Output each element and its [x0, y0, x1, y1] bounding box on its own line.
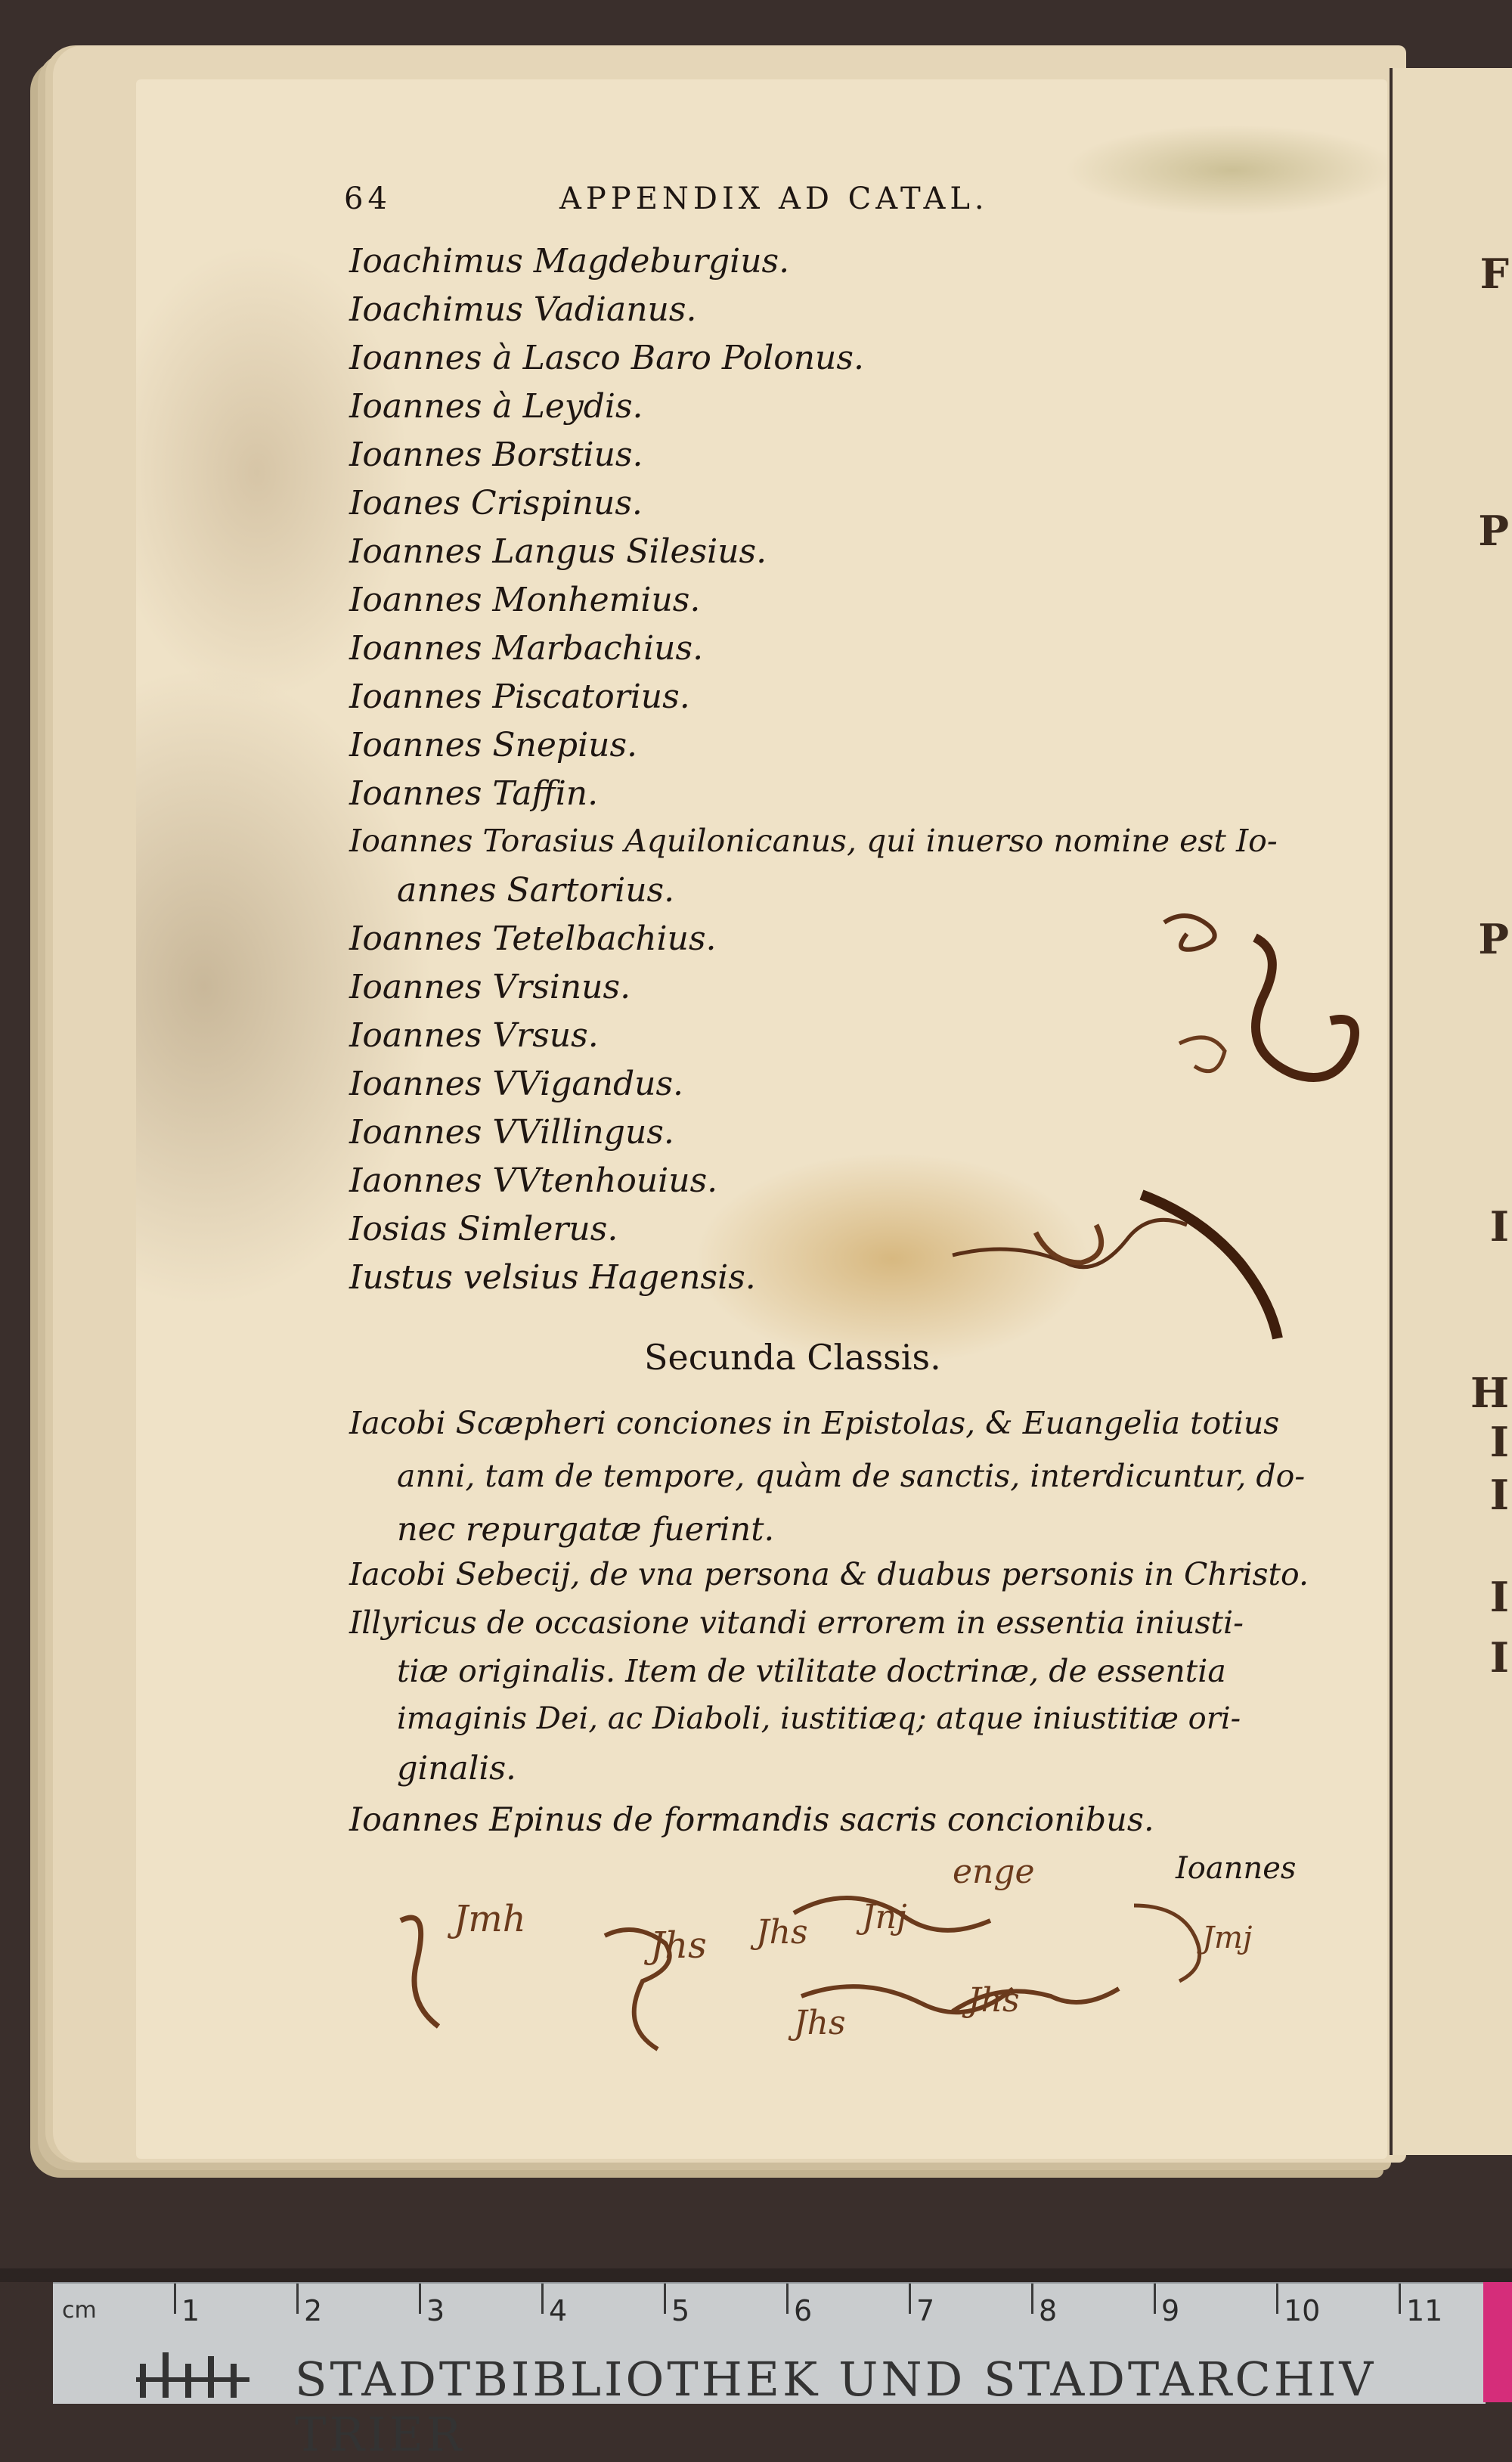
facing-page-letter: H	[1470, 1369, 1509, 1417]
catalog-entry: Ioannes Monhemius.	[349, 581, 701, 619]
catalog-entry: Ioannes Piscatorius.	[349, 678, 690, 716]
marginalia-word: Jhs	[650, 1924, 707, 1967]
catalog-entry: Ioannes à Leydis.	[349, 387, 643, 426]
facing-page-letter: I	[1489, 1418, 1509, 1466]
catalog-entry: Ioannes Langus Silesius.	[349, 532, 767, 571]
scale-ruler	[53, 2282, 1486, 2462]
marginalia-word: Jnj	[862, 1898, 907, 1936]
ruler-tick-label: 3	[426, 2294, 445, 2327]
facing-page-edge	[1390, 68, 1512, 2155]
section-entry-continued: anni, tam de tempore, quàm de sanctis, interdicuntur, do-	[397, 1458, 1306, 1494]
facing-page-letter: P	[1478, 915, 1509, 963]
ruler-tick-label: 5	[671, 2294, 690, 2327]
catalog-entry: Ioannes Torasius Aquilonicanus, qui inuerso nomine est Io-	[349, 823, 1278, 859]
catalog-entry: Ioannes Taffin.	[349, 774, 599, 813]
ruler-tick	[541, 2284, 544, 2314]
ruler-tick	[1276, 2284, 1278, 2314]
ruler-tick	[1399, 2284, 1401, 2314]
ruler-tick-label: 9	[1161, 2294, 1180, 2327]
catchword: Ioannes	[1176, 1851, 1297, 1886]
handwritten-flourish	[945, 1180, 1293, 1346]
ruler-tick-label: 4	[549, 2294, 568, 2327]
ruler-tick-label: 11	[1406, 2294, 1443, 2327]
ruler-tick-label: 10	[1284, 2294, 1321, 2327]
ruler-tick	[174, 2284, 176, 2314]
ruler-tick	[419, 2284, 421, 2314]
section-entry-continued: imaginis Dei, ac Diaboli, iustitiæq; atque iniustitiæ ori-	[397, 1701, 1241, 1736]
catalog-entry: Ioachimus Magdeburgius.	[349, 242, 790, 281]
facing-page-letter: P	[1478, 507, 1509, 555]
catalog-entry: Ioannes à Lasco Baro Polonus.	[349, 339, 864, 377]
ruler-tick	[296, 2284, 299, 2314]
scan-background-strip	[0, 2268, 1512, 2282]
marginalia-word: Jhs	[794, 2004, 846, 2042]
catalog-entry-continued: annes Sartorius.	[397, 871, 675, 910]
institution-name: STADTBIBLIOTHEK UND STADTARCHIV TRIER	[295, 2352, 1377, 2462]
facing-page-letter: F	[1479, 250, 1509, 298]
facing-page-letter: I	[1489, 1471, 1509, 1519]
ruler-tick	[909, 2284, 911, 2314]
section-heading: Secunda Classis.	[644, 1337, 941, 1378]
facing-page-letter: I	[1489, 1202, 1509, 1251]
catalog-entry: Ioachimus Vadianus.	[349, 290, 697, 329]
ruler-tick-label: 6	[794, 2294, 813, 2327]
marginalia-word: Jmh	[454, 1898, 526, 1940]
facing-page-letter: I	[1489, 1573, 1509, 1621]
catalog-entry: Ioanes Crispinus.	[349, 484, 643, 522]
marginalia-word: Jhs	[968, 1981, 1020, 2020]
section-entry: Ioannes Epinus de formandis sacris concionibus.	[349, 1801, 1154, 1839]
marginalia-word: Jmj	[1202, 1921, 1253, 1955]
marginalia-word: enge	[953, 1853, 1035, 1891]
catalog-entry: Ioannes VVigandus.	[349, 1065, 684, 1103]
catalog-entry: Ioannes Tetelbachius.	[349, 919, 717, 958]
section-entry-continued: ginalis.	[397, 1750, 516, 1788]
catalog-entry: Iosias Simlerus.	[349, 1210, 618, 1248]
ruler-tick	[1031, 2284, 1033, 2314]
catalog-entry: Ioannes Snepius.	[349, 726, 638, 764]
ruler-unit: cm	[62, 2297, 97, 2324]
ruler-tick-label: 7	[916, 2294, 935, 2327]
color-target-strip	[1483, 2282, 1512, 2402]
catalog-entry: Ioannes VVillingus.	[349, 1113, 674, 1152]
catalog-entry: Iaonnes VVtenhouius.	[349, 1161, 718, 1200]
running-head: APPENDIX AD CATAL.	[559, 181, 989, 216]
handwritten-flourish	[1134, 900, 1376, 1149]
ruler-tick	[786, 2284, 789, 2314]
catalog-entry: Ioannes Vrsinus.	[349, 968, 631, 1006]
section-entry: Iacobi Sebecij, de vna persona & duabus personis in Christo.	[349, 1556, 1309, 1592]
catalog-entry: Ioannes Vrsus.	[349, 1016, 599, 1055]
catalog-entry: Iustus velsius Hagensis.	[349, 1258, 756, 1297]
marginalia-word: Jhs	[756, 1913, 808, 1952]
catalog-entry: Ioannes Borstius.	[349, 436, 643, 474]
section-entry-continued: tiæ originalis. Item de vtilitate doctrinæ, de essentia	[397, 1653, 1226, 1689]
ruler-tick	[664, 2284, 666, 2314]
ruler-tick-label: 1	[181, 2294, 200, 2327]
ruler-tick	[1154, 2284, 1156, 2314]
handwritten-marginalia	[378, 1853, 1361, 2095]
facing-page-letter: I	[1489, 1633, 1509, 1682]
section-entry: Illyricus de occasione vitandi errorem in essentia iniusti-	[349, 1605, 1244, 1641]
catalog-entry: Ioannes Marbachius.	[349, 629, 704, 668]
ruler-tick-label: 2	[304, 2294, 323, 2327]
page-number: 64	[344, 181, 392, 216]
ruler-tick-label: 8	[1039, 2294, 1058, 2327]
section-entry: Iacobi Scæpheri conciones in Epistolas, & Euangelia totius	[349, 1405, 1280, 1441]
library-logo-icon	[136, 2349, 265, 2402]
section-entry-continued: nec repurgatæ fuerint.	[397, 1511, 775, 1549]
